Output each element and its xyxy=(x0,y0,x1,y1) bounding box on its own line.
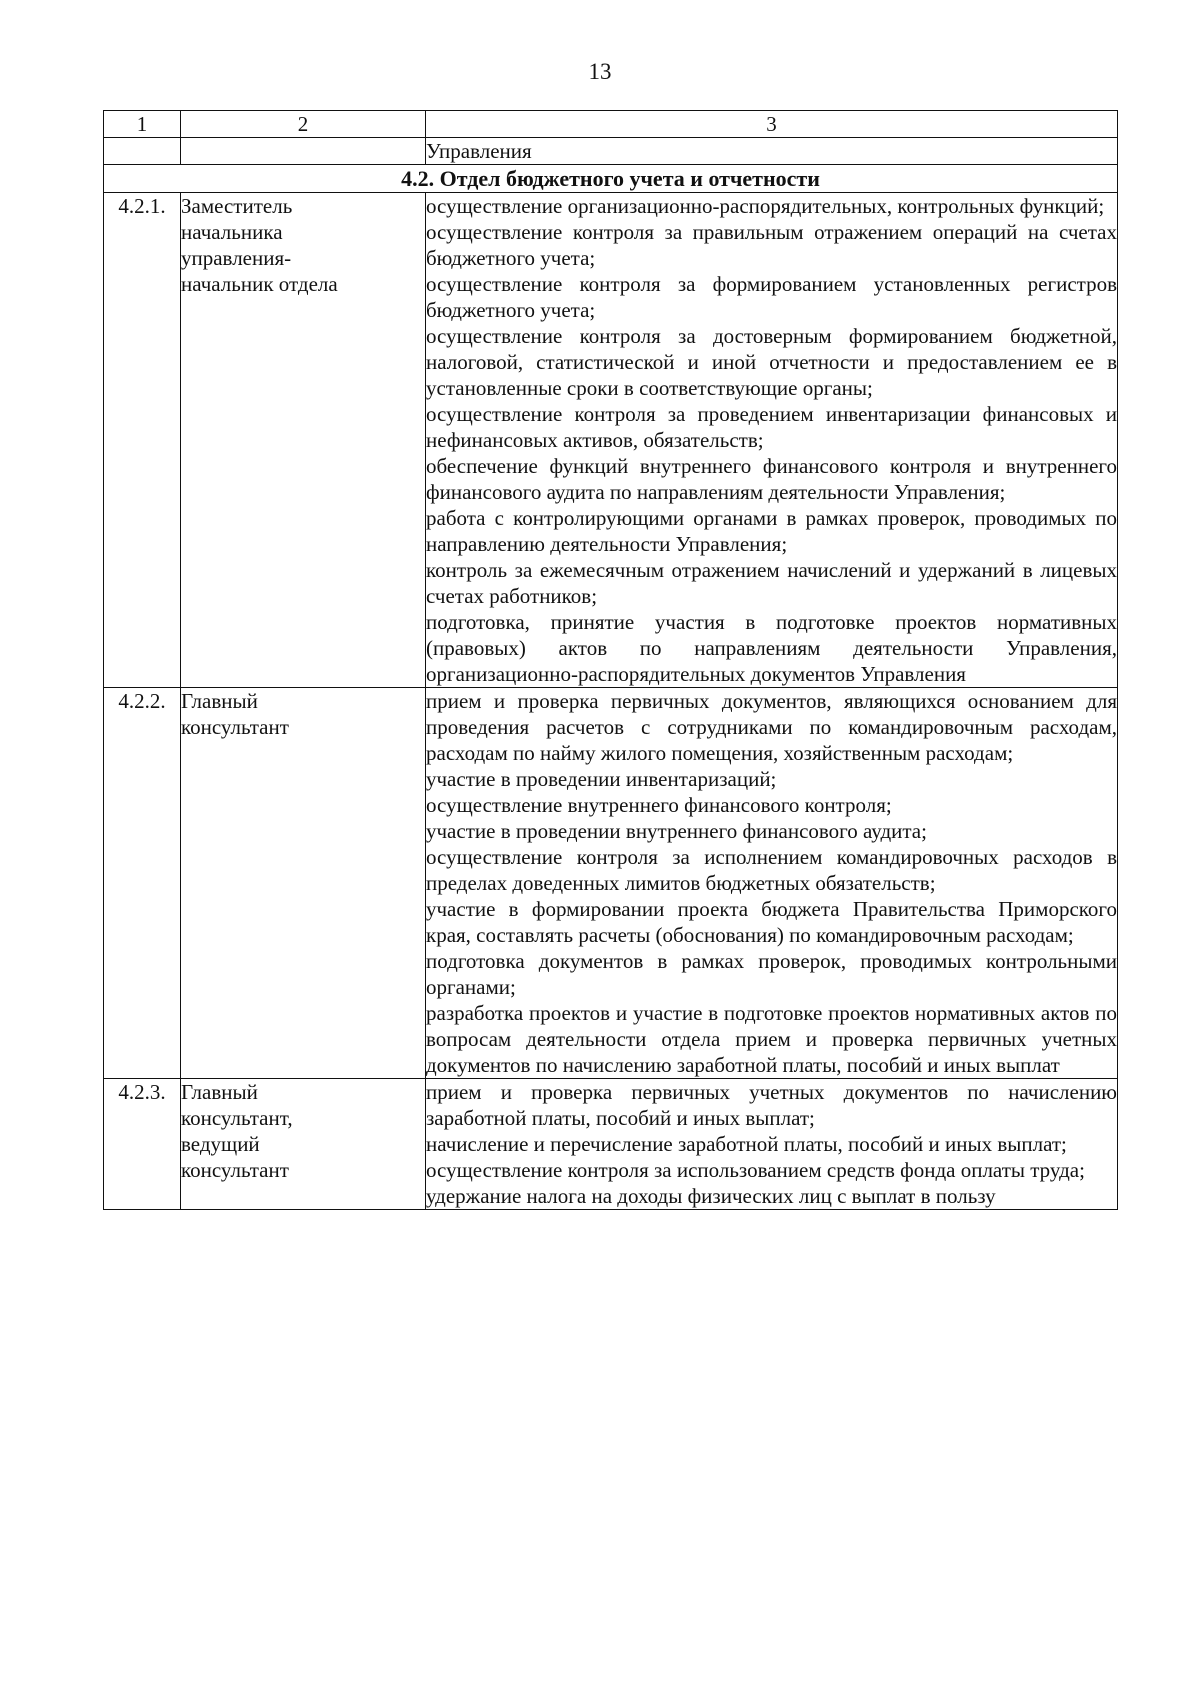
continuation-text: Управления xyxy=(426,138,1118,165)
duty-item: осуществление контроля за правильным отражением операций на счетах бюджетного учета; xyxy=(426,220,1117,270)
duty-item: осуществление контроля за использованием средств фонда оплаты труда; xyxy=(426,1158,1085,1182)
duty-item: прием и проверка первичных документов, являющихся основанием для проведения расчетов с сотрудниками по командировочным расходам, расходам по найму жилого помещения, хозяйственным расходам; xyxy=(426,689,1117,765)
duty-item: подготовка, принятие участия в подготовке проектов нормативных (правовых) актов по направлениям деятельности Управления, организационно-распорядительных документов Управления xyxy=(426,610,1117,686)
position-line: Главный xyxy=(181,689,258,713)
position-line: консультант xyxy=(181,715,289,739)
duty-item: осуществление организационно-распорядительных, контрольных функций; xyxy=(426,194,1105,218)
position-cell xyxy=(181,1079,426,1210)
table-body xyxy=(104,193,1118,1210)
table-row xyxy=(104,1079,1118,1210)
duty-item: осуществление контроля за исполнением командировочных расходов в пределах доведенных лимитов бюджетных обязательств; xyxy=(426,845,1117,895)
duty-item: осуществление внутреннего финансового контроля; xyxy=(426,793,892,817)
header-col-1: 1 xyxy=(104,111,181,138)
duties-cell xyxy=(426,1079,1118,1210)
position-line: управления- xyxy=(181,246,292,270)
position-line: Главный xyxy=(181,1080,258,1104)
duty-item: прием и проверка первичных учетных документов по начислению заработной платы, пособий и иных выплат; xyxy=(426,1080,1117,1130)
section-title: 4.2. Отдел бюджетного учета и отчетности xyxy=(104,165,1118,193)
continuation-empty-1 xyxy=(104,138,181,165)
duty-item: работа с контролирующими органами в рамках проверок, проводимых по направлению деятельности Управления; xyxy=(426,506,1117,556)
row-number: 4.2.1. xyxy=(104,193,181,688)
duties-table xyxy=(103,110,1118,1210)
position-line: начальник отдела xyxy=(181,272,338,296)
position-cell xyxy=(181,688,426,1079)
header-col-2: 2 xyxy=(181,111,426,138)
row-number: 4.2.3. xyxy=(104,1079,181,1210)
duty-item: участие в проведении внутреннего финансового аудита; xyxy=(426,819,927,843)
continuation-empty-2 xyxy=(181,138,426,165)
position-cell xyxy=(181,193,426,688)
duties-cell xyxy=(426,193,1118,688)
duty-item: обеспечение функций внутреннего финансового контроля и внутреннего финансового аудита по направлениям деятельности Управления; xyxy=(426,454,1117,504)
section-row xyxy=(104,165,1118,193)
duty-item: осуществление контроля за достоверным формированием бюджетной, налоговой, статистической и иной отчетности и предоставлением ее в установленные сроки в соответствующие органы; xyxy=(426,324,1117,400)
table-row xyxy=(104,193,1118,688)
position-line: консультант, xyxy=(181,1106,293,1130)
duty-item: разработка проектов и участие в подготовке проектов нормативных актов по вопросам деятельности отдела прием и проверка первичных учетных документов по начислению заработной платы, пособий и иных выплат xyxy=(426,1001,1117,1077)
position-line: Заместитель xyxy=(181,194,293,218)
page-number: 13 xyxy=(588,59,612,84)
position-line: ведущий xyxy=(181,1132,260,1156)
continuation-row xyxy=(104,138,1118,165)
duty-item: начисление и перечисление заработной платы, пособий и иных выплат; xyxy=(426,1132,1067,1156)
duty-item: участие в формировании проекта бюджета Правительства Приморского края, составлять расчеты (обоснования) по командировочным расходам; xyxy=(426,897,1117,947)
position-line: консультант xyxy=(181,1158,289,1182)
duty-item: осуществление контроля за проведением инвентаризации финансовых и нефинансовых активов, обязательств; xyxy=(426,402,1117,452)
row-number: 4.2.2. xyxy=(104,688,181,1079)
table-row xyxy=(104,688,1118,1079)
header-col-3: 3 xyxy=(426,111,1118,138)
position-line: начальника xyxy=(181,220,283,244)
duty-item: осуществление контроля за формированием установленных регистров бюджетного учета; xyxy=(426,272,1117,322)
table-header-row xyxy=(104,111,1118,138)
duty-item: участие в проведении инвентаризаций; xyxy=(426,767,777,791)
duty-item: подготовка документов в рамках проверок, проводимых контрольными органами; xyxy=(426,949,1117,999)
duty-item: контроль за ежемесячным отражением начислений и удержаний в лицевых счетах работников; xyxy=(426,558,1117,608)
duty-item: удержание налога на доходы физических лиц с выплат в пользу xyxy=(426,1184,996,1208)
duties-cell xyxy=(426,688,1118,1079)
